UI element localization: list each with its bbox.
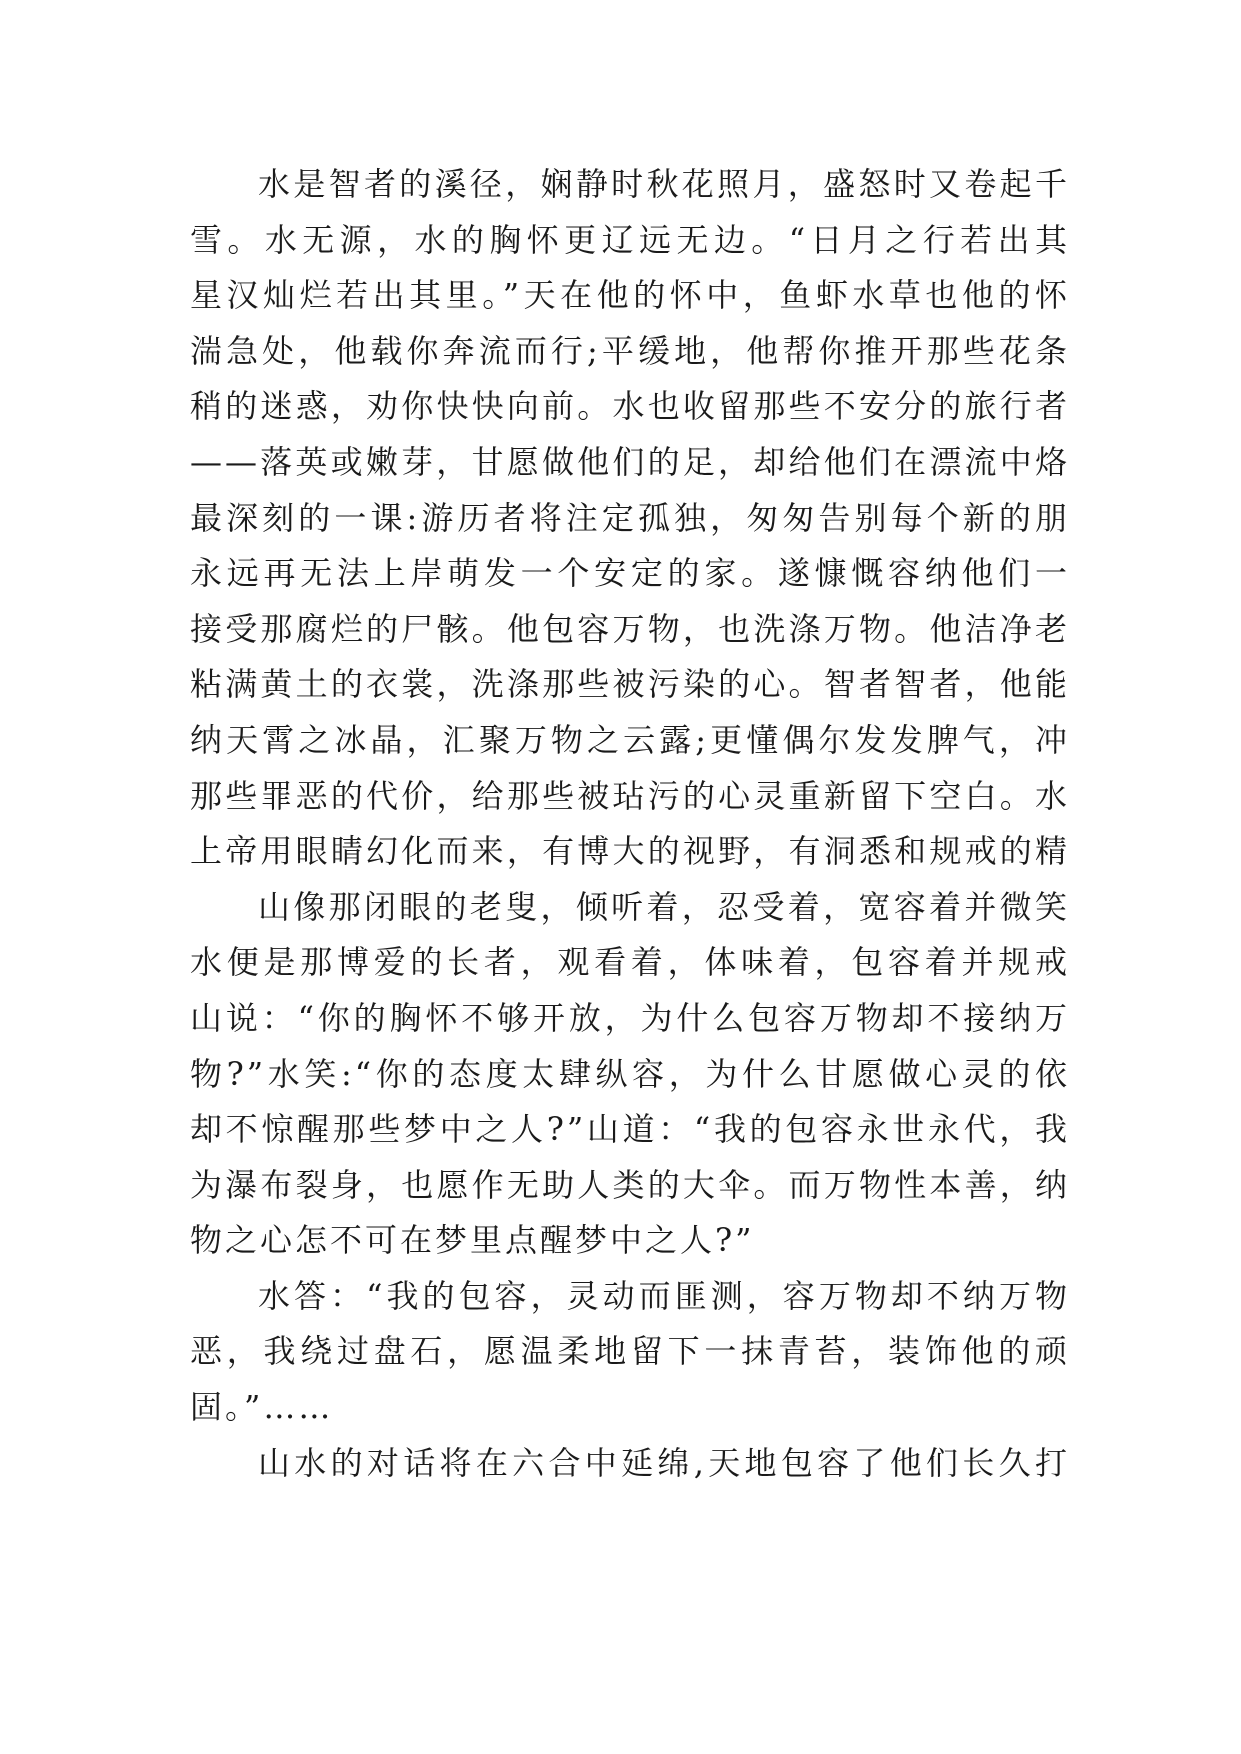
text-line-3: 星汉灿烂若出其里。”天在他的怀中，鱼虾水草也他的怀 — [190, 276, 1070, 315]
text-line-18: 却不惊醒那些梦中之人?”山道：“我的包容永世永代，我 — [190, 1110, 1070, 1149]
text-line-11: 纳天霄之冰晶，汇聚万物之云露;更懂偶尔发发脾气，冲 — [190, 720, 1070, 759]
text-line-6: ——落英或嫩芽，甘愿做他们的足，却给他们在漂流中烙 — [190, 442, 1070, 481]
text-line-5: 稍的迷惑，劝你快快向前。水也收留那些不安分的旅行者 — [190, 387, 1070, 426]
body-text — [190, 157, 1070, 1491]
text-line-9: 接受那腐烂的尸骸。他包容万物，也洗涤万物。他洁净老 — [190, 609, 1070, 648]
text-line-23: 固。”…… — [190, 1388, 334, 1427]
text-line-1: 水是智者的溪径，娴静时秋花照月，盛怒时又卷起千 — [258, 165, 1070, 203]
text-line-20: 物之心怎不可在梦里点醒梦中之人?” — [190, 1221, 755, 1260]
text-line-8: 永远再无法上岸萌发一个安定的家。遂慷慨容纳他们一 — [190, 554, 1070, 593]
text-line-19: 为瀑布裂身，也愿作无助人类的大伞。而万物性本善，纳 — [190, 1165, 1070, 1204]
text-line-10: 粘满黄土的衣裳，洗涤那些被污染的心。智者智者，他能 — [190, 665, 1070, 704]
text-line-12: 那些罪恶的代价，给那些被玷污的心灵重新留下空白。水 — [190, 776, 1070, 815]
text-line-24: 山水的对话将在六合中延绵,天地包容了他们长久打 — [258, 1443, 1070, 1482]
text-line-7: 最深刻的一课:游历者将注定孤独，匆匆告别每个新的朋 — [190, 498, 1070, 537]
text-line-21: 水答：“我的包容，灵动而匪测，容万物却不纳万物 — [258, 1276, 1070, 1315]
text-line-4: 湍急处，他载你奔流而行;平缓地，他帮你推开那些花条 — [190, 331, 1070, 370]
text-line-2: 雪。水无源，水的胸怀更辽远无边。“日月之行若出其 — [190, 220, 1070, 259]
text-line-15: 水便是那博爱的长者，观看着，体味着，包容着并规戒 — [190, 943, 1070, 982]
text-line-13: 上帝用眼睛幻化而来，有博大的视野，有洞悉和规戒的精 — [190, 832, 1070, 871]
text-line-16: 山说：“你的胸怀不够开放，为什么包容万物却不接纳万 — [190, 998, 1070, 1037]
text-line-22: 恶，我绕过盘石，愿温柔地留下一抹青苔，装饰他的顽 — [190, 1332, 1070, 1371]
text-line-17: 物?”水笑:“你的态度太肆纵容，为什么甘愿做心灵的依 — [190, 1054, 1070, 1093]
text-line-14: 山像那闭眼的老叟，倾听着，忍受着，宽容着并微笑 — [258, 887, 1070, 926]
